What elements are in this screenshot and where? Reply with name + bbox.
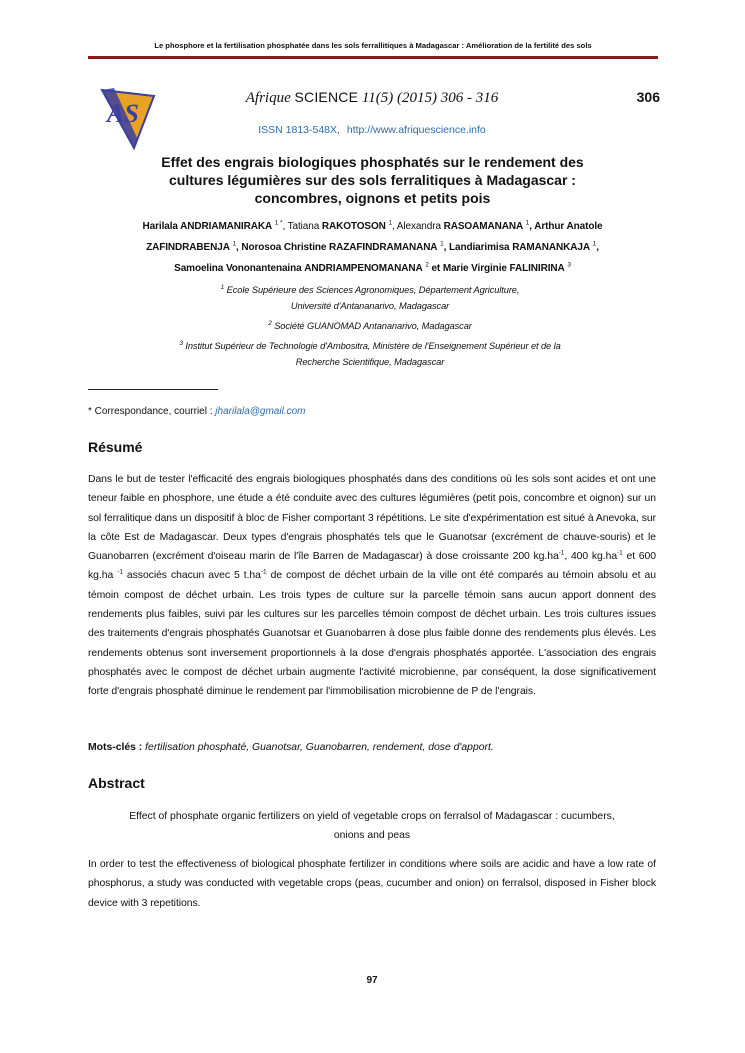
journal-volume: 11(5) (2015) 306 - 316 [361, 90, 499, 106]
abstract-heading: Abstract [88, 775, 145, 791]
affil-sup: 3 [179, 339, 183, 347]
author-line-2 [90, 237, 655, 258]
author-line-3 [90, 258, 655, 279]
author-name: RAMANANKAJA [512, 242, 590, 253]
resume-text: et 600 kg.ha [88, 551, 656, 582]
author-name: ZAFINDRABENJA [146, 242, 230, 253]
issn-line [160, 124, 584, 136]
keywords-label: Mots-clés : [88, 742, 143, 753]
author-first: , Norosoa Christine [236, 242, 327, 253]
resume-text: , 400 kg.ha [564, 551, 618, 563]
author-sup: 1 [592, 240, 597, 248]
author-first: , Landiarimisa [443, 242, 510, 253]
unit-sup: -1 [260, 569, 267, 577]
affiliation-3 [110, 338, 630, 370]
author-first: Samoelina Vononantenaina [174, 263, 302, 274]
author-list [90, 216, 655, 279]
title-line: Effet des engrais biologiques phosphatés sur le rendement des [161, 154, 584, 170]
affil-text: Université d'Antananarivo, Madagascar [290, 301, 450, 311]
author-sup: 1 [388, 219, 392, 227]
keywords [88, 742, 494, 753]
author-name: Harilala ANDRIAMANIRAKA [142, 221, 273, 232]
resume-text: Dans le but de tester l'efficacité des engrais biologiques phosphatés dans des conditions où les sols sont acides et ont une teneur faible en phosphore, une étude a été conduite avec des cultures légumières (petit pois, concombre et oignon) sur un sol ferralitique dans un dispositif à bloc de Fisher comportant 3 répétitions. Le site d'expérimentation est situé à Anevoka, sur la côte Est de Madagascar. Deux types d'engrais phosphatés tels que le Guanotsar (excrément de chauve-souris) et le Guanobarren (excrément d'oiseau marin de l'île Barren de Madagascar) à dose croissante 200 kg.ha [88, 474, 656, 563]
resume-heading: Résumé [88, 439, 143, 455]
author-name: RAKOTOSON [321, 221, 386, 232]
abstract-title-line: Effect of phosphate organic fertilizers on yield of vegetable crops on ferralsol of Madagascar : cucumbers, [129, 811, 615, 822]
header-rule [88, 56, 658, 59]
journal-citation [160, 89, 584, 107]
author-first: , Tatiana [282, 221, 320, 232]
keywords-text: fertilisation phosphaté, Guanotsar, Guanobarren, rendement, dose d'apport. [145, 742, 494, 753]
author-name: ANDRIAMPENOMANANA [304, 263, 423, 274]
author-line-1 [90, 216, 655, 237]
journal-url[interactable]: http://www.afriquescience.info [346, 124, 486, 136]
author-first: , Arthur Anatole [529, 221, 603, 232]
unit-sup: -1 [617, 549, 623, 557]
resume-text: associés chacun avec 5 t.ha [122, 570, 261, 582]
footnote-label: * Correspondance, courriel : [88, 406, 213, 417]
affil-sup: 1 [220, 283, 225, 291]
page-number: 306 [636, 89, 660, 105]
affil-text: Ecole Supérieure des Sciences Agronomiques, Département Agriculture, [226, 285, 520, 295]
running-head: Le phosphore et la fertilisation phosphatée dans les sols ferrallitiques à Madagascar : Amélioration de la fertilité des sols [154, 41, 592, 50]
journal-science: SCIENCE [294, 89, 359, 105]
abstract-paragraph: In order to test the effectiveness of biological phosphate fertilizer in conditions where soils are acidic and have a low rate of phosphorus, a study was conducted with vegetable crops (peas, cucumber and onion) on ferralsol, disposed in Fisher block device with 3 repetitions. [88, 859, 656, 909]
author-sup: 2 [425, 261, 429, 269]
resume-text: de compost de déchet urbain de la ville ont été comparés au témoin absolu et au témoin compost de déchet urbain. Les trois types de culture sur la parcelle témoin sans aucun apport donnent des rendements plus faibles, suivi par les cultures sur les parcelles témoin compost de déchet urbain. Les trois cultures issues des traitements d'engrais phosphatés Guanotsar et Guanobarren à dose plus faible donne des rendements plus élevés. Les rendements obtenus sont inversement proportionnels à la dose d'engrais phosphatés apportée. L'association des engrais phosphatés avec le compost de déchet urbain augmente l'activité microbienne, par conséquent, la dose significativement forte d'engrais phosphaté diminue le rendement par l'immobilisation microbienne de P de l'engrais. [88, 570, 656, 698]
affil-text: Institut Supérieur de Technologie d'Ambositra, Ministère de l'Enseignement Supérieur et de la [185, 341, 561, 351]
author-sup: 3 [567, 261, 571, 269]
unit-sup: -1 [558, 549, 565, 557]
author-sup: 1 [525, 219, 530, 227]
paper-title [110, 153, 635, 207]
title-line: cultures légumières sur des sols ferralitiques à Madagascar : [169, 172, 576, 188]
author-name: RAZAFINDRAMANANA [329, 242, 438, 253]
affiliation-1 [160, 282, 580, 314]
author-sup: 1 [440, 240, 444, 248]
issn: ISSN 1813-548X, [258, 124, 340, 136]
title-line: concombres, oignons et petits pois [254, 190, 491, 206]
affil-text: Recherche Scientifique, Madagascar [295, 357, 445, 367]
footnote-rule [88, 389, 218, 390]
correspondence-footnote [88, 406, 305, 417]
email-link[interactable]: jharilala@gmail.com [215, 406, 306, 417]
author-sup: 1 * [274, 219, 283, 227]
author-first: et Marie Virginie [431, 263, 507, 274]
resume-paragraph [88, 470, 656, 702]
author-sup: 1 [232, 240, 237, 248]
abstract-title-line: onions and peas [333, 830, 411, 841]
affil-sup: 2 [268, 319, 272, 327]
author-name: FALINIRINA [509, 263, 565, 274]
logo-text: AS [107, 99, 139, 128]
journal-name: Afrique [245, 90, 291, 106]
author-first: , Alexandra [391, 221, 441, 232]
author-sep: , [596, 242, 599, 253]
affil-text: Société GUANOMAD Antananarivo, Madagascar [274, 321, 472, 331]
footer-page-number: 97 [366, 975, 378, 986]
abstract-title [88, 807, 656, 845]
affiliation-2 [200, 318, 540, 334]
unit-sup: -1 [117, 569, 123, 577]
journal-logo-icon [98, 82, 158, 152]
author-name: RASOAMANANA [443, 221, 524, 232]
